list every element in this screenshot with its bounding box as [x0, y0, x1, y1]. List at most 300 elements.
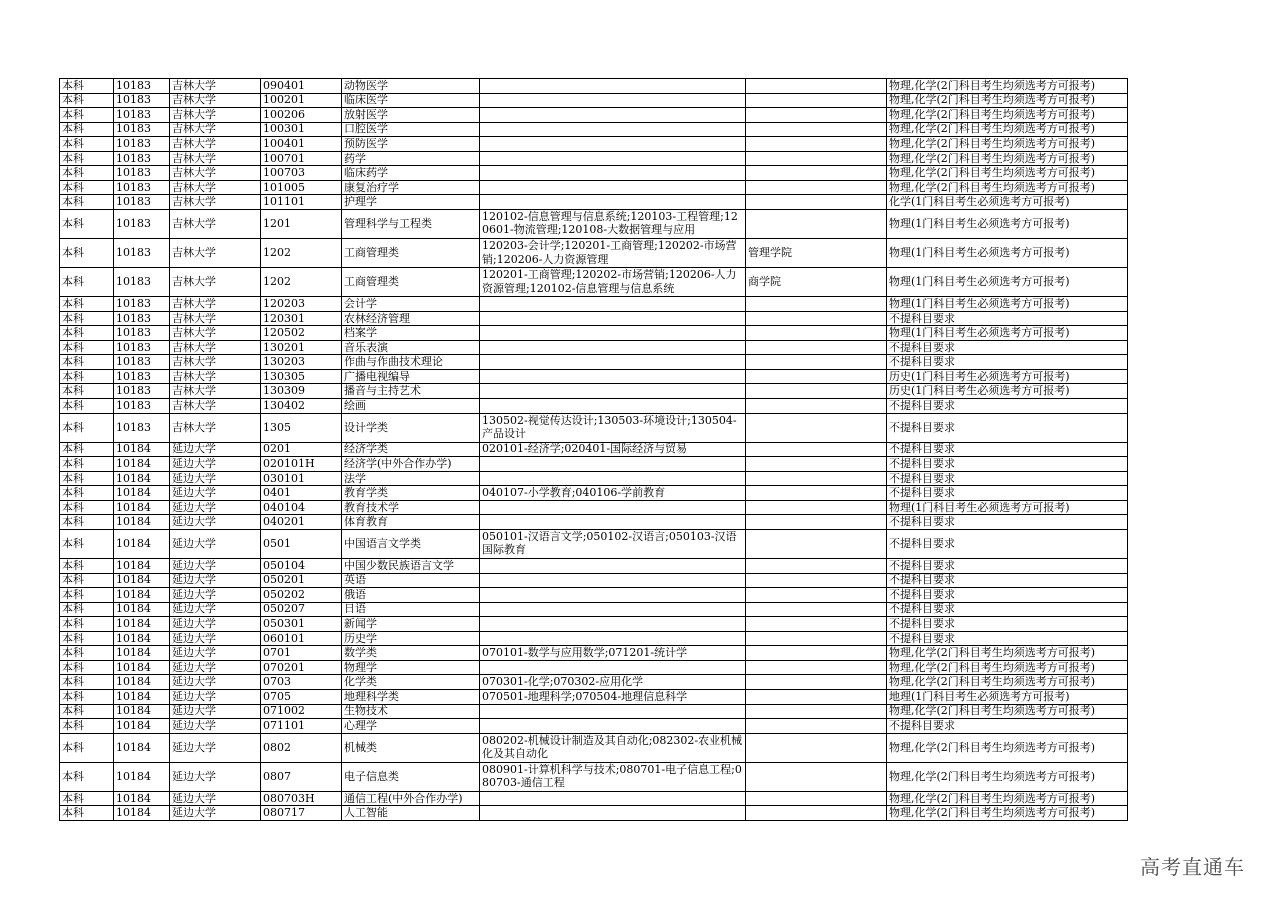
table-row [60, 559, 1128, 574]
cell-included-majors: 040107-小学教育;040106-学前教育 [480, 486, 746, 501]
cell-school-name: 吉林大学 [170, 181, 261, 196]
cell-school-name: 延边大学 [170, 472, 261, 487]
cell-included-majors [480, 515, 746, 530]
cell-subject-requirement: 不提科目要求 [887, 719, 1128, 734]
cell-school-code: 10184 [114, 632, 170, 647]
table-row [60, 661, 1128, 676]
cell-major-code: 080717 [261, 806, 342, 821]
cell-subject-requirement: 地理(1门科目考生必须选考方可报考) [887, 690, 1128, 705]
cell-level: 本科 [60, 792, 114, 807]
cell-college [746, 530, 887, 559]
cell-college [746, 661, 887, 676]
cell-major-name: 口腔医学 [342, 123, 480, 138]
cell-level: 本科 [60, 530, 114, 559]
cell-major-code: 0705 [261, 690, 342, 705]
table-row [60, 341, 1128, 356]
cell-major-code: 0201 [261, 443, 342, 458]
cell-school-name: 延边大学 [170, 763, 261, 792]
cell-included-majors [480, 632, 746, 647]
cell-subject-requirement: 不提科目要求 [887, 515, 1128, 530]
cell-college [746, 806, 887, 821]
table-row [60, 675, 1128, 690]
cell-level: 本科 [60, 166, 114, 181]
cell-subject-requirement: 物理,化学(2门科目考生均须选考方可报考) [887, 705, 1128, 720]
cell-level: 本科 [60, 559, 114, 574]
cell-school-name: 吉林大学 [170, 94, 261, 109]
cell-subject-requirement: 不提科目要求 [887, 588, 1128, 603]
cell-level: 本科 [60, 195, 114, 210]
table-row [60, 792, 1128, 807]
cell-school-code: 10183 [114, 181, 170, 196]
cell-level: 本科 [60, 152, 114, 167]
cell-school-name: 吉林大学 [170, 137, 261, 152]
table-row [60, 297, 1128, 312]
cell-subject-requirement: 不提科目要求 [887, 486, 1128, 501]
cell-college [746, 632, 887, 647]
cell-subject-requirement: 物理,化学(2门科目考生均须选考方可报考) [887, 123, 1128, 138]
cell-major-code: 130203 [261, 355, 342, 370]
cell-school-code: 10183 [114, 195, 170, 210]
table-row [60, 123, 1128, 138]
cell-school-code: 10183 [114, 239, 170, 268]
program-table [59, 78, 1128, 821]
cell-school-code: 10183 [114, 370, 170, 385]
cell-major-name: 生物技术 [342, 705, 480, 720]
cell-included-majors: 020101-经济学;020401-国际经济与贸易 [480, 443, 746, 458]
cell-level: 本科 [60, 443, 114, 458]
cell-school-code: 10183 [114, 137, 170, 152]
cell-major-code: 050104 [261, 559, 342, 574]
cell-level: 本科 [60, 705, 114, 720]
cell-school-name: 延边大学 [170, 632, 261, 647]
cell-included-majors [480, 574, 746, 589]
cell-school-name: 吉林大学 [170, 123, 261, 138]
cell-college [746, 574, 887, 589]
cell-major-code: 071101 [261, 719, 342, 734]
cell-included-majors [480, 603, 746, 618]
cell-school-code: 10184 [114, 588, 170, 603]
cell-school-code: 10183 [114, 355, 170, 370]
cell-college [746, 559, 887, 574]
cell-included-majors [480, 137, 746, 152]
table-row [60, 326, 1128, 341]
cell-college [746, 617, 887, 632]
table-row [60, 414, 1128, 443]
cell-school-name: 吉林大学 [170, 326, 261, 341]
cell-level: 本科 [60, 123, 114, 138]
cell-major-code: 0703 [261, 675, 342, 690]
cell-level: 本科 [60, 457, 114, 472]
cell-subject-requirement: 物理,化学(2门科目考生均须选考方可报考) [887, 806, 1128, 821]
cell-school-code: 10183 [114, 152, 170, 167]
cell-subject-requirement: 物理,化学(2门科目考生均须选考方可报考) [887, 763, 1128, 792]
cell-major-name: 中国语言文学类 [342, 530, 480, 559]
cell-included-majors [480, 792, 746, 807]
cell-subject-requirement: 物理(1门科目考生必须选考方可报考) [887, 239, 1128, 268]
cell-school-name: 吉林大学 [170, 268, 261, 297]
cell-college [746, 486, 887, 501]
cell-school-name: 吉林大学 [170, 370, 261, 385]
cell-college [746, 384, 887, 399]
cell-school-name: 延边大学 [170, 806, 261, 821]
cell-subject-requirement: 物理,化学(2门科目考生均须选考方可报考) [887, 79, 1128, 94]
table-row [60, 763, 1128, 792]
cell-college [746, 792, 887, 807]
cell-college [746, 719, 887, 734]
cell-subject-requirement: 化学(1门科目考生必须选考方可报考) [887, 195, 1128, 210]
cell-subject-requirement: 物理(1门科目考生必须选考方可报考) [887, 297, 1128, 312]
cell-school-name: 延边大学 [170, 719, 261, 734]
cell-subject-requirement: 不提科目要求 [887, 457, 1128, 472]
cell-school-code: 10184 [114, 443, 170, 458]
cell-school-code: 10184 [114, 719, 170, 734]
cell-school-code: 10184 [114, 530, 170, 559]
cell-level: 本科 [60, 341, 114, 356]
cell-college [746, 414, 887, 443]
table-row [60, 268, 1128, 297]
cell-included-majors [480, 384, 746, 399]
cell-major-name: 通信工程(中外合作办学) [342, 792, 480, 807]
table-row [60, 137, 1128, 152]
cell-included-majors [480, 617, 746, 632]
cell-college [746, 515, 887, 530]
cell-major-code: 0802 [261, 734, 342, 763]
cell-school-name: 延边大学 [170, 501, 261, 516]
cell-major-name: 历史学 [342, 632, 480, 647]
cell-school-code: 10184 [114, 690, 170, 705]
cell-college [746, 195, 887, 210]
cell-included-majors [480, 326, 746, 341]
cell-major-name: 新闻学 [342, 617, 480, 632]
cell-included-majors [480, 181, 746, 196]
cell-school-code: 10184 [114, 675, 170, 690]
cell-included-majors [480, 806, 746, 821]
cell-school-name: 延边大学 [170, 603, 261, 618]
cell-major-name: 教育技术学 [342, 501, 480, 516]
cell-level: 本科 [60, 384, 114, 399]
cell-college [746, 341, 887, 356]
cell-subject-requirement: 不提科目要求 [887, 472, 1128, 487]
cell-level: 本科 [60, 501, 114, 516]
cell-level: 本科 [60, 574, 114, 589]
cell-college [746, 646, 887, 661]
cell-school-name: 延边大学 [170, 734, 261, 763]
cell-school-name: 吉林大学 [170, 414, 261, 443]
cell-major-name: 会计学 [342, 297, 480, 312]
cell-subject-requirement: 历史(1门科目考生必须选考方可报考) [887, 370, 1128, 385]
cell-included-majors: 050101-汉语言文学;050102-汉语言;050103-汉语国际教育 [480, 530, 746, 559]
cell-level: 本科 [60, 588, 114, 603]
cell-major-code: 050207 [261, 603, 342, 618]
cell-level: 本科 [60, 370, 114, 385]
table-row [60, 574, 1128, 589]
cell-level: 本科 [60, 515, 114, 530]
cell-included-majors [480, 355, 746, 370]
cell-level: 本科 [60, 94, 114, 109]
cell-college [746, 297, 887, 312]
cell-level: 本科 [60, 414, 114, 443]
cell-major-name: 音乐表演 [342, 341, 480, 356]
cell-school-name: 延边大学 [170, 646, 261, 661]
cell-level: 本科 [60, 646, 114, 661]
cell-college [746, 399, 887, 414]
cell-included-majors [480, 501, 746, 516]
cell-level: 本科 [60, 632, 114, 647]
cell-school-code: 10184 [114, 486, 170, 501]
cell-college [746, 108, 887, 123]
cell-major-code: 070201 [261, 661, 342, 676]
table-row [60, 195, 1128, 210]
table-row [60, 108, 1128, 123]
cell-major-code: 120301 [261, 312, 342, 327]
cell-school-code: 10183 [114, 108, 170, 123]
cell-major-name: 地理科学类 [342, 690, 480, 705]
cell-college [746, 705, 887, 720]
cell-school-name: 吉林大学 [170, 341, 261, 356]
cell-college: 管理学院 [746, 239, 887, 268]
cell-major-code: 0501 [261, 530, 342, 559]
table-row [60, 719, 1128, 734]
cell-college [746, 181, 887, 196]
cell-subject-requirement: 物理(1门科目考生必须选考方可报考) [887, 268, 1128, 297]
cell-school-name: 吉林大学 [170, 152, 261, 167]
cell-included-majors [480, 79, 746, 94]
cell-school-name: 延边大学 [170, 443, 261, 458]
cell-major-code: 1202 [261, 239, 342, 268]
cell-school-code: 10184 [114, 472, 170, 487]
cell-level: 本科 [60, 734, 114, 763]
cell-level: 本科 [60, 137, 114, 152]
cell-level: 本科 [60, 661, 114, 676]
table-row [60, 94, 1128, 109]
cell-level: 本科 [60, 297, 114, 312]
cell-included-majors [480, 297, 746, 312]
cell-included-majors [480, 588, 746, 603]
cell-school-name: 吉林大学 [170, 399, 261, 414]
cell-school-name: 延边大学 [170, 457, 261, 472]
cell-included-majors [480, 399, 746, 414]
cell-subject-requirement: 不提科目要求 [887, 632, 1128, 647]
cell-major-code: 120502 [261, 326, 342, 341]
cell-major-name: 经济学类 [342, 443, 480, 458]
cell-major-code: 050301 [261, 617, 342, 632]
cell-college [746, 152, 887, 167]
cell-included-majors: 070501-地理科学;070504-地理信息科学 [480, 690, 746, 705]
cell-major-name: 物理学 [342, 661, 480, 676]
cell-college [746, 137, 887, 152]
cell-school-name: 延边大学 [170, 574, 261, 589]
table-row [60, 646, 1128, 661]
cell-school-code: 10183 [114, 123, 170, 138]
cell-major-code: 0401 [261, 486, 342, 501]
cell-level: 本科 [60, 108, 114, 123]
cell-major-name: 临床医学 [342, 94, 480, 109]
cell-subject-requirement: 物理,化学(2门科目考生均须选考方可报考) [887, 181, 1128, 196]
table-row [60, 472, 1128, 487]
table-row [60, 443, 1128, 458]
cell-included-majors [480, 457, 746, 472]
cell-major-code: 100701 [261, 152, 342, 167]
cell-major-name: 档案学 [342, 326, 480, 341]
cell-school-name: 吉林大学 [170, 384, 261, 399]
cell-college [746, 79, 887, 94]
cell-included-majors: 080202-机械设计制造及其自动化;082302-农业机械化及其自动化 [480, 734, 746, 763]
table-row [60, 734, 1128, 763]
cell-school-name: 延边大学 [170, 559, 261, 574]
cell-subject-requirement: 物理,化学(2门科目考生均须选考方可报考) [887, 166, 1128, 181]
cell-subject-requirement: 不提科目要求 [887, 312, 1128, 327]
cell-subject-requirement: 不提科目要求 [887, 603, 1128, 618]
cell-included-majors [480, 94, 746, 109]
cell-school-name: 延边大学 [170, 705, 261, 720]
cell-major-name: 护理学 [342, 195, 480, 210]
cell-school-code: 10183 [114, 94, 170, 109]
cell-included-majors [480, 661, 746, 676]
table-row [60, 370, 1128, 385]
cell-college [746, 588, 887, 603]
cell-major-code: 120203 [261, 297, 342, 312]
cell-major-name: 管理科学与工程类 [342, 210, 480, 239]
cell-subject-requirement: 物理(1门科目考生必须选考方可报考) [887, 501, 1128, 516]
cell-school-code: 10184 [114, 661, 170, 676]
cell-major-code: 130402 [261, 399, 342, 414]
cell-school-code: 10184 [114, 734, 170, 763]
cell-school-code: 10184 [114, 806, 170, 821]
cell-major-code: 101101 [261, 195, 342, 210]
cell-school-code: 10184 [114, 763, 170, 792]
cell-major-code: 050202 [261, 588, 342, 603]
cell-level: 本科 [60, 675, 114, 690]
cell-college [746, 123, 887, 138]
cell-major-code: 040104 [261, 501, 342, 516]
cell-included-majors [480, 705, 746, 720]
cell-major-code: 100201 [261, 94, 342, 109]
cell-level: 本科 [60, 399, 114, 414]
table-row [60, 457, 1128, 472]
cell-school-name: 吉林大学 [170, 195, 261, 210]
cell-level: 本科 [60, 268, 114, 297]
cell-school-code: 10184 [114, 603, 170, 618]
cell-subject-requirement: 不提科目要求 [887, 443, 1128, 458]
cell-school-name: 吉林大学 [170, 239, 261, 268]
cell-school-code: 10183 [114, 341, 170, 356]
cell-level: 本科 [60, 486, 114, 501]
table-row [60, 515, 1128, 530]
cell-included-majors [480, 152, 746, 167]
cell-major-name: 经济学(中外合作办学) [342, 457, 480, 472]
cell-included-majors [480, 123, 746, 138]
cell-subject-requirement: 历史(1门科目考生必须选考方可报考) [887, 384, 1128, 399]
cell-school-name: 延边大学 [170, 530, 261, 559]
cell-school-name: 吉林大学 [170, 312, 261, 327]
cell-included-majors [480, 195, 746, 210]
cell-school-name: 吉林大学 [170, 210, 261, 239]
cell-school-name: 延边大学 [170, 588, 261, 603]
cell-major-name: 预防医学 [342, 137, 480, 152]
cell-school-code: 10183 [114, 384, 170, 399]
cell-included-majors [480, 312, 746, 327]
cell-school-name: 吉林大学 [170, 166, 261, 181]
cell-major-code: 030101 [261, 472, 342, 487]
cell-subject-requirement: 物理,化学(2门科目考生均须选考方可报考) [887, 646, 1128, 661]
cell-subject-requirement: 物理,化学(2门科目考生均须选考方可报考) [887, 94, 1128, 109]
cell-major-code: 090401 [261, 79, 342, 94]
cell-major-code: 050201 [261, 574, 342, 589]
cell-subject-requirement: 不提科目要求 [887, 530, 1128, 559]
cell-school-name: 延边大学 [170, 661, 261, 676]
table-row [60, 603, 1128, 618]
cell-school-name: 延边大学 [170, 486, 261, 501]
cell-major-name: 化学类 [342, 675, 480, 690]
cell-included-majors: 070301-化学;070302-应用化学 [480, 675, 746, 690]
cell-included-majors: 080901-计算机科学与技术;080701-电子信息工程;080703-通信工程 [480, 763, 746, 792]
cell-college: 商学院 [746, 268, 887, 297]
table-row [60, 705, 1128, 720]
table-row [60, 355, 1128, 370]
cell-college [746, 734, 887, 763]
cell-level: 本科 [60, 617, 114, 632]
cell-included-majors [480, 166, 746, 181]
cell-college [746, 763, 887, 792]
cell-college [746, 355, 887, 370]
cell-level: 本科 [60, 239, 114, 268]
cell-major-code: 1305 [261, 414, 342, 443]
cell-subject-requirement: 不提科目要求 [887, 355, 1128, 370]
cell-subject-requirement: 不提科目要求 [887, 414, 1128, 443]
cell-major-name: 农林经济管理 [342, 312, 480, 327]
cell-included-majors [480, 559, 746, 574]
cell-major-code: 100301 [261, 123, 342, 138]
cell-subject-requirement: 不提科目要求 [887, 559, 1128, 574]
cell-school-name: 吉林大学 [170, 297, 261, 312]
cell-subject-requirement: 不提科目要求 [887, 341, 1128, 356]
cell-major-name: 作曲与作曲技术理论 [342, 355, 480, 370]
cell-college [746, 166, 887, 181]
cell-major-name: 人工智能 [342, 806, 480, 821]
cell-school-code: 10184 [114, 792, 170, 807]
table-row [60, 152, 1128, 167]
cell-major-code: 0807 [261, 763, 342, 792]
cell-major-name: 体育教育 [342, 515, 480, 530]
cell-included-majors: 130502-视觉传达设计;130503-环境设计;130504-产品设计 [480, 414, 746, 443]
cell-college [746, 457, 887, 472]
cell-school-name: 吉林大学 [170, 79, 261, 94]
cell-subject-requirement: 不提科目要求 [887, 399, 1128, 414]
cell-major-name: 播音与主持艺术 [342, 384, 480, 399]
table-row [60, 617, 1128, 632]
cell-level: 本科 [60, 763, 114, 792]
cell-school-code: 10183 [114, 414, 170, 443]
cell-major-name: 俄语 [342, 588, 480, 603]
table-row [60, 632, 1128, 647]
table-row [60, 690, 1128, 705]
cell-subject-requirement: 物理,化学(2门科目考生均须选考方可报考) [887, 661, 1128, 676]
table-row [60, 312, 1128, 327]
cell-college [746, 210, 887, 239]
cell-college [746, 312, 887, 327]
cell-subject-requirement: 不提科目要求 [887, 617, 1128, 632]
cell-school-code: 10184 [114, 457, 170, 472]
cell-subject-requirement: 物理,化学(2门科目考生均须选考方可报考) [887, 137, 1128, 152]
table-row [60, 501, 1128, 516]
cell-level: 本科 [60, 603, 114, 618]
cell-college [746, 675, 887, 690]
cell-major-name: 设计学类 [342, 414, 480, 443]
cell-included-majors [480, 370, 746, 385]
cell-included-majors [480, 341, 746, 356]
cell-major-name: 广播电视编导 [342, 370, 480, 385]
table-row [60, 399, 1128, 414]
